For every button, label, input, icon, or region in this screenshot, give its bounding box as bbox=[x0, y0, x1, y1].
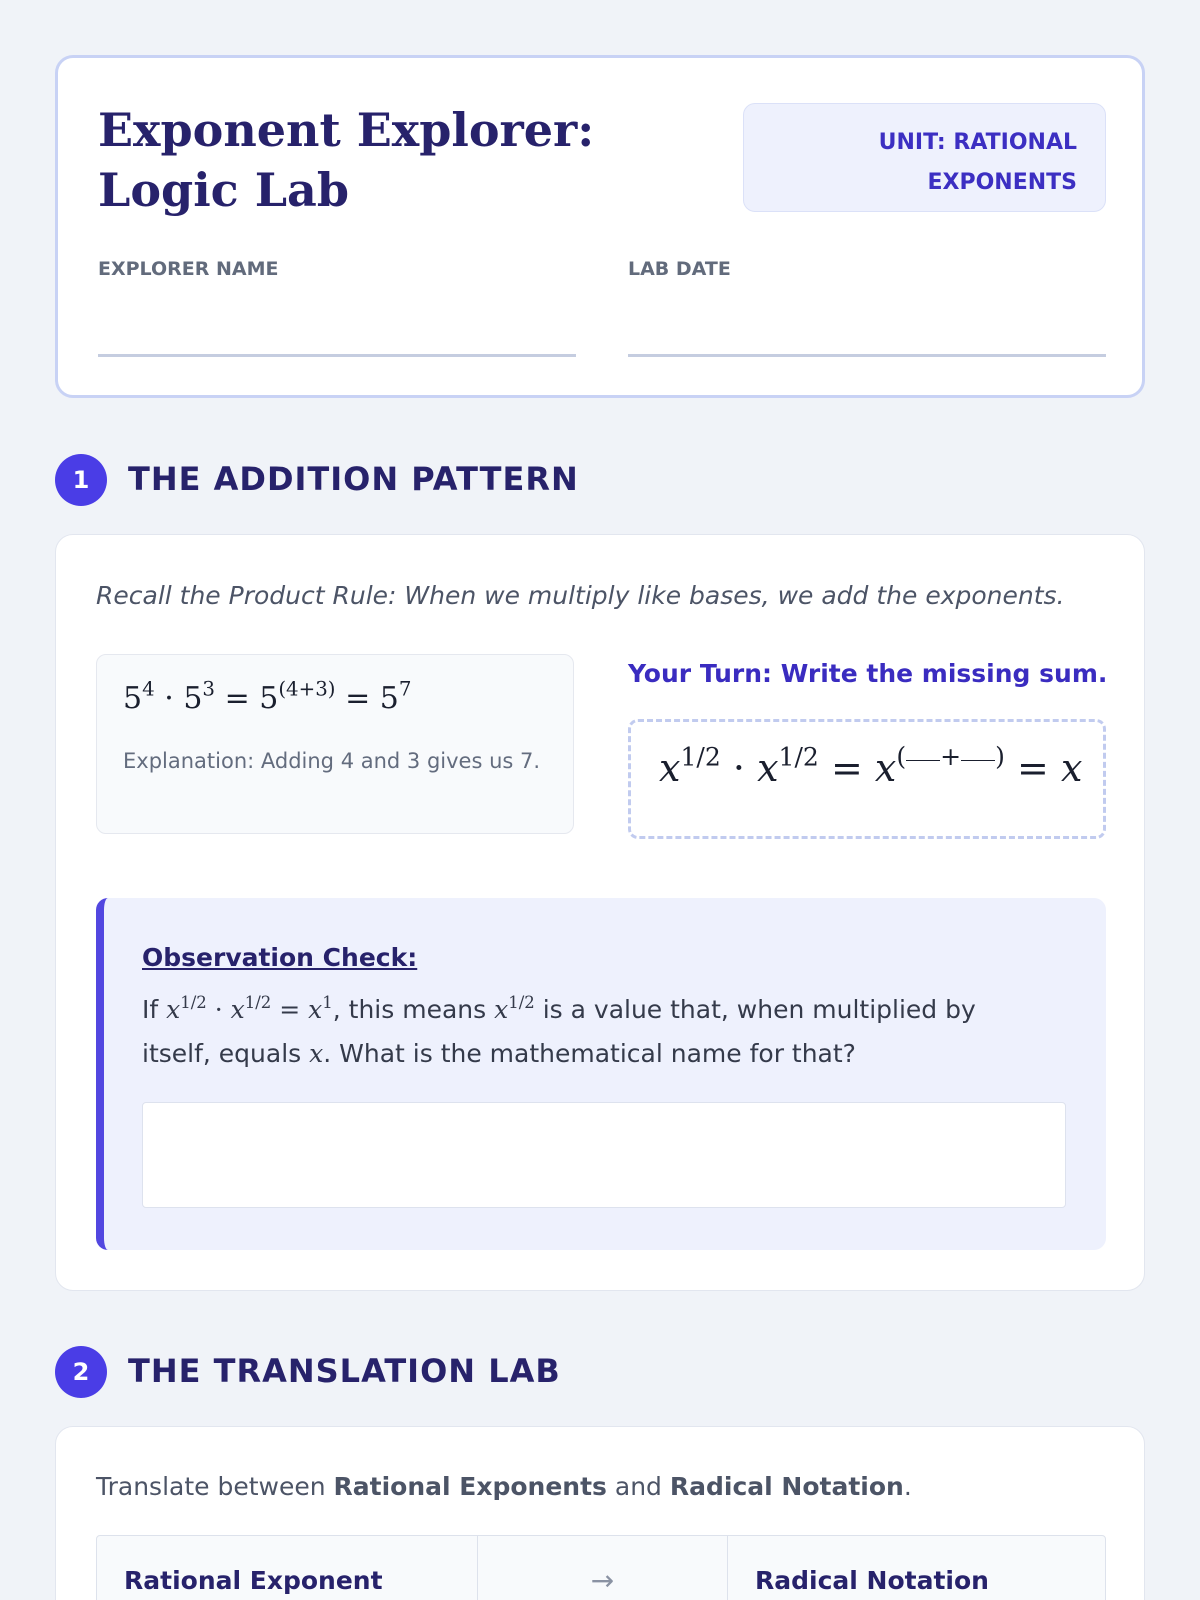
blank-1[interactable] bbox=[906, 760, 940, 761]
product-rule-intro: Recall the Product Rule: When we multiply like bases, we add the exponents. bbox=[96, 581, 1065, 610]
step-number-badge: 1 bbox=[55, 454, 107, 506]
observation-answer-input[interactable] bbox=[142, 1102, 1066, 1208]
unit-badge-line-1: UNIT: RATIONAL bbox=[878, 130, 1077, 155]
observation-check-callout bbox=[96, 898, 1106, 1250]
section-1-title: THE ADDITION PATTERN bbox=[128, 460, 579, 498]
observation-check-title: Observation Check: bbox=[142, 943, 418, 972]
translation-intro: Translate between Rational Exponents and Radical Notation. bbox=[96, 1472, 912, 1501]
worked-example-equation: $5^4 \cdot 5^3 = 5^{(4+3)} = 5^7$ bbox=[123, 677, 412, 716]
column-header-rational-exponent: Rational Exponent bbox=[97, 1536, 478, 1600]
unit-badge bbox=[743, 103, 1106, 212]
your-turn-answer-box[interactable] bbox=[628, 719, 1106, 839]
lab-date-label: LAB DATE bbox=[628, 258, 731, 280]
worked-example-explanation: Explanation: Adding 4 and 3 gives us 7. bbox=[123, 749, 541, 773]
addition-pattern-card bbox=[55, 534, 1145, 1291]
worked-example-box bbox=[96, 654, 574, 834]
column-header-arrow: → bbox=[478, 1536, 728, 1600]
explorer-name-label: EXPLORER NAME bbox=[98, 258, 279, 280]
header-card bbox=[55, 55, 1145, 398]
translation-table bbox=[96, 1535, 1106, 1600]
your-turn-label: Your Turn: Write the missing sum. bbox=[628, 659, 1108, 688]
column-header-radical-notation: Radical Notation bbox=[755, 1566, 989, 1595]
lab-date-input[interactable] bbox=[628, 354, 1106, 357]
observation-check-question: If $x^{1/2} \cdot x^{1/2} = x^1$, this means $x^{1/2}$ is a value that, when multiplied by itself, equals x. What is the mathematical name for that? bbox=[142, 992, 976, 1068]
explorer-name-input[interactable] bbox=[98, 354, 576, 357]
page-title: Exponent Explorer: Logic Lab bbox=[98, 103, 595, 217]
blank-2[interactable] bbox=[961, 760, 995, 761]
section-2-title: THE TRANSLATION LAB bbox=[128, 1352, 561, 1390]
your-turn-equation: $x^{1/2} \cdot x^{1/2} = x^{( + )} = x$ bbox=[659, 742, 1083, 790]
step-number-badge: 2 bbox=[55, 1346, 107, 1398]
unit-badge-line-2: EXPONENTS bbox=[927, 170, 1077, 195]
translation-lab-card bbox=[55, 1426, 1145, 1600]
